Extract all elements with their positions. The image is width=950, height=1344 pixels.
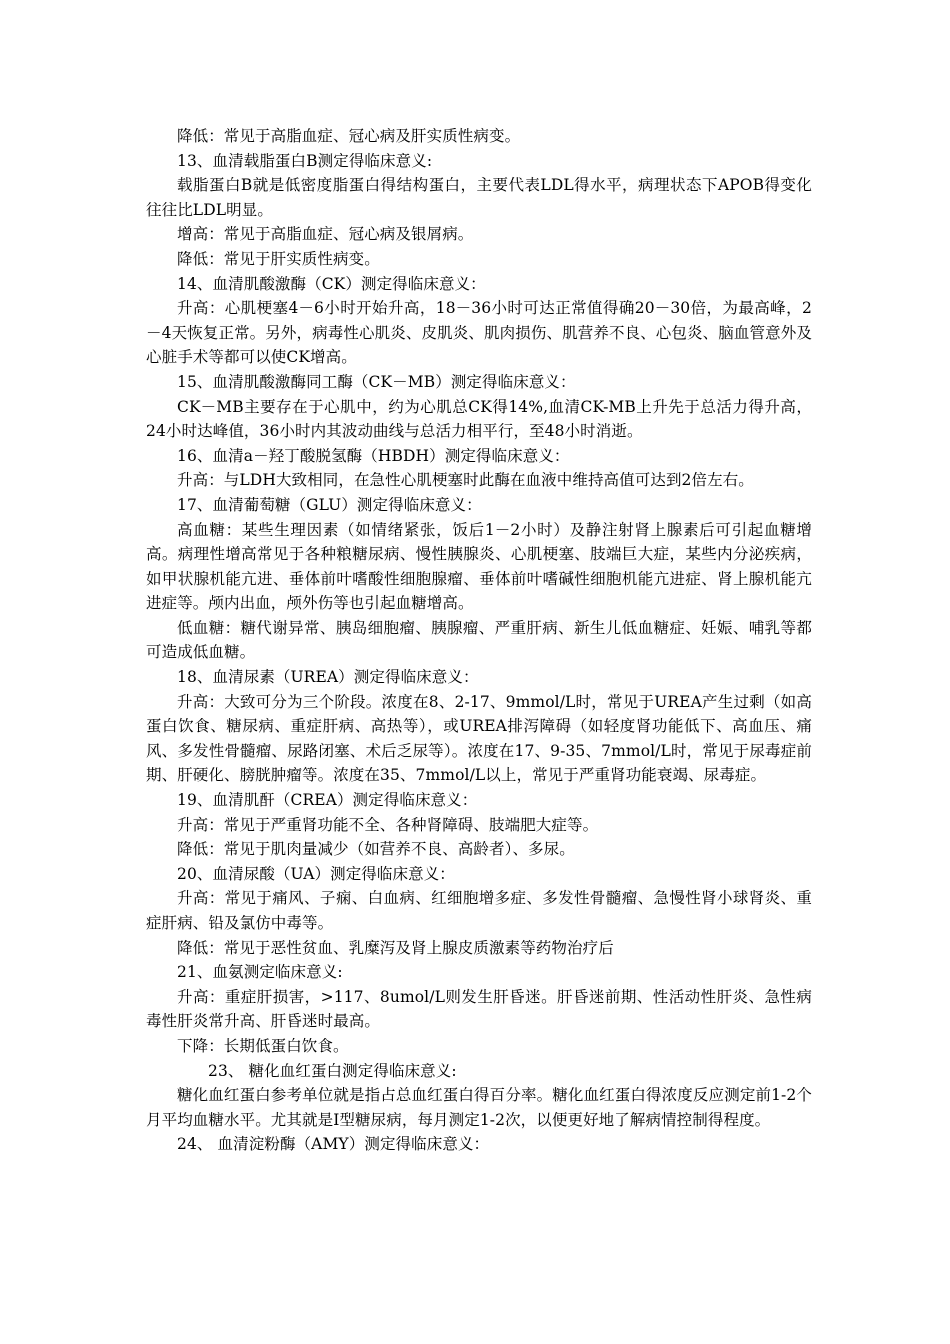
paragraph: 降低：常见于恶性贫血、乳糜泻及肾上腺皮质激素等药物治疗后 — [177, 938, 614, 957]
paragraph: 低血糖：糖代谢异常、胰岛细胞瘤、胰腺瘤、严重肝病、新生儿低血糖症、妊娠、哺乳等都可造成低血糖。 — [146, 618, 812, 662]
section-heading: 19、血清肌酐（CREA）测定得临床意义： — [177, 791, 478, 810]
paragraph: 升高：与LDH大致相同，在急性心肌梗塞时此酶在血液中维持高值可达到2倍左右。 — [177, 471, 754, 490]
section-heading: 17、血清葡萄糖（GLU）测定得临床意义： — [177, 495, 482, 514]
paragraph: 糖化血红蛋白参考单位就是指占总血红蛋白得百分率。糖化血红蛋白得浓度反应测定前1-2个月平均血糖水平。尤其就是I型糖尿病，每月测定1-2次，以便更好地了解病情控制得程度。 — [146, 1086, 812, 1129]
paragraph: 高血糖：某些生理因素（如情绪紧张，饭后1－2小时）及静注射肾上腺素后可引起血糖增高。病理性增高常见于各种粮糖尿病、慢性胰腺炎、心肌梗塞、肢端巨大症，某些内分泌疾病，如甲状腺机能亢进、垂体前叶嗜酸性细胞腺瘤、垂体前叶嗜碱性细胞机能亢进症、肾上腺机能亢进症等。颅内出血，颅外伤等也引起血糖增高。 — [146, 520, 812, 613]
paragraph: 增高：常见于高脂血症、冠心病及银屑病。 — [177, 225, 474, 244]
paragraph: 下降：长期低蛋白饮食。 — [177, 1036, 349, 1055]
section-heading: 24、 血清淀粉酶（AMY）测定得临床意义： — [177, 1135, 490, 1154]
paragraph: 升高：常见于严重肾功能不全、各种肾障碍、肢端肥大症等。 — [177, 815, 599, 834]
section-heading: 18、血清尿素（UREA）测定得临床意义： — [177, 668, 479, 687]
section-heading: 20、血清尿酸（UA）测定得临床意义： — [177, 864, 455, 883]
paragraph: 降低：常见于肌肉量减少（如营养不良、高龄者）、多尿。 — [177, 840, 575, 859]
paragraph: 载脂蛋白B就是低密度脂蛋白得结构蛋白，主要代表LDL得水平，病理状态下APOB得变化往往比LDL明显。 — [146, 176, 812, 219]
section-heading: 13、血清载脂蛋白B测定得临床意义: — [177, 151, 433, 170]
paragraph: 升高：常见于痛风、子痫、白血病、红细胞增多症、多发性骨髓瘤、急慢性肾小球肾炎、重症肝病、铅及氯仿中毒等。 — [146, 889, 812, 932]
paragraph: 升高：心肌梗塞4－6小时开始升高，18－36小时可达正常值得确20－30倍，为最高峰，2－4天恢复正常。另外，病毒性心肌炎、皮肌炎、肌肉损伤、肌营养不良、心包炎、脑血管意外及心脏手术等都可以使CK增高。 — [146, 299, 812, 367]
document-page — [146, 124, 812, 1157]
section-heading: 21、血氨测定临床意义: — [177, 963, 343, 982]
section-heading: 23、 糖化血红蛋白测定得临床意义: — [208, 1061, 457, 1080]
section-heading: 15、血清肌酸激酶同工酶（CK－MB）测定得临床意义： — [177, 372, 576, 391]
paragraph: 升高：重症肝损害，>117、8umol/L则发生肝昏迷。肝昏迷前期、性活动性肝炎、急性病毒性肝炎常升高、肝昏迷时最高。 — [146, 987, 812, 1031]
paragraph: 降低：常见于高脂血症、冠心病及肝实质性病变。 — [177, 127, 521, 145]
paragraph: 升高：大致可分为三个阶段。浓度在8、2-17、9mmol/L时，常见于UREA产生过剩（如高蛋白饮食、糖尿病、重症肝病、高热等），或UREA排泻障碍（如轻度肾功能低下、高血压、痛风、多发性骨髓瘤、尿路闭塞、术后乏尿等）。浓度在17、9-35、7mmol/L时，常见于尿毒症前期、肝硬化、膀胱肿瘤等。浓度在35、7mmol/L以上，常见于严重肾功能衰竭、尿毒症。 — [146, 692, 812, 785]
section-heading: 14、血清肌酸激酶（CK）测定得临床意义： — [177, 274, 486, 293]
paragraph: CK－MB主要存在于心肌中，约为心肌总CK得14%,血清CK-MB上升先于总活力得升高，24小时达峰值，36小时内其波动曲线与总活力相平行，至48小时消逝。 — [146, 397, 812, 441]
section-heading: 16、血清a－羟丁酸脱氢酶（HBDH）测定得临床意义： — [177, 446, 570, 465]
paragraph: 降低：常见于肝实质性病变。 — [177, 249, 380, 268]
